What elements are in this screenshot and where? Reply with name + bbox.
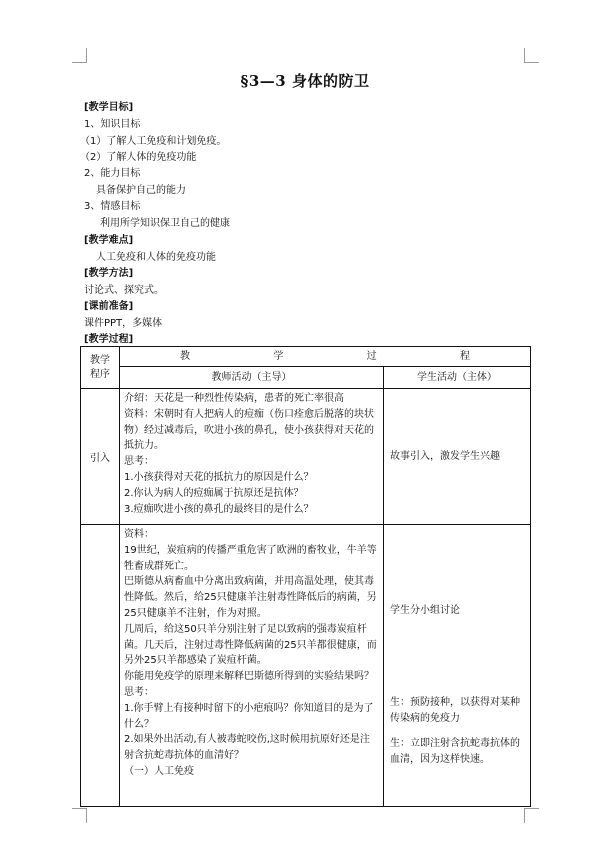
header-process	[120, 347, 531, 367]
teacher-line: 介绍：天花是一种烈性传染病，患者的死亡率很高	[124, 393, 344, 404]
header-process-char: 教	[180, 350, 190, 362]
goal-2: 2、能力目标	[84, 168, 141, 179]
teacher-line: 3.痘痂吹进小孩的鼻孔的最终目的是什么？	[124, 503, 314, 515]
goal-1: 1、知识目标	[84, 119, 141, 130]
student-activity: 生：预防接种，以获得对某种传染病的免疫力	[390, 696, 520, 724]
goal-2-item: 具备保护自己的能力	[96, 185, 186, 196]
header-process-char: 学	[273, 350, 284, 362]
goal-1-item-b: （2）了解人体的免疫功能	[80, 152, 197, 163]
teacher-line: 资料：	[124, 529, 154, 540]
header-program-label: 教学程序	[90, 354, 110, 380]
teacher-line: 19世纪，炭疽病的传播严重危害了欧洲的畜牧业，牛羊等牲畜成群死亡。	[124, 544, 377, 572]
teacher-line: 思考：	[124, 456, 154, 468]
difficulty-heading: [教学难点]	[84, 235, 134, 246]
header-program	[81, 347, 120, 389]
crop-mark-top-left	[72, 48, 87, 63]
header-teacher: 教师活动（主导）	[120, 367, 384, 389]
difficulty-text: 人工免疫和人体的免疫功能	[96, 252, 216, 263]
row-intro-student	[384, 389, 531, 525]
goal-3: 3、情感目标	[84, 201, 141, 212]
teacher-line: 几周后，给这50只羊分别注射了足以致病的强毒炭疽杆菌。几天后，注射过毒性降低病菌的25只羊都很健康，而另外25只羊都感染了炭疽杆菌。	[124, 623, 377, 667]
row-program-intro: 引入	[81, 389, 120, 525]
header-student: 学生活动（主体）	[384, 367, 531, 389]
student-activity: 学生分小组讨论	[390, 605, 460, 616]
teacher-line: 1.小孩获得对天花的抵抗力的原因是什么？	[124, 471, 314, 483]
teacher-line: 2.如果外出活动,有人被毒蛇咬伤,这时候用抗原好还是注射含抗蛇毒抗体的血清好？	[124, 734, 370, 762]
header-process-char: 过	[366, 350, 377, 362]
goal-1-item-a: （1）了解人工免疫和计划免疫。	[80, 136, 227, 147]
method-text: 讨论式、探究式。	[84, 285, 164, 296]
crop-mark-bottom-right	[524, 808, 539, 823]
teacher-line: （一）人工免疫	[124, 765, 194, 777]
crop-mark-top-right	[524, 48, 539, 63]
goal-3-item: 利用所学知识保卫自己的健康	[100, 218, 230, 229]
method-heading: [教学方法]	[84, 268, 134, 279]
teacher-line: 思考：	[124, 686, 154, 698]
prep-heading: [课前准备]	[84, 301, 134, 312]
teacher-line: 资料：宋朝时有人把病人的痘痂（伤口痊愈后脱落的块状物）经过减毒后，吹进小孩的鼻孔，使小孩获得对天花的抵抗力。	[124, 408, 374, 452]
teacher-line: 1.你手臂上有接种时留下的小疤痕吗？你知道目的是为了什么？	[124, 702, 374, 730]
process-table	[80, 346, 531, 807]
teacher-line: 巴斯德从病畜血中分离出致病菌，并用高温处理，使其毒性降低。然后，给25只健康羊注射毒性降低后的病菌，另25只健康羊不注射，作为对照。	[124, 576, 377, 619]
teacher-line: 你能用免疫学的原理来解释巴斯德所得到的实验结果吗？	[124, 671, 374, 683]
header-process-char: 程	[459, 350, 470, 362]
teacher-line: 2.你认为病人的痘痂属于抗原还是抗体？	[124, 487, 304, 499]
row-intro-teacher	[120, 389, 384, 525]
crop-mark-bottom-left	[72, 808, 87, 823]
student-activity: 故事引入，激发学生兴趣	[390, 450, 500, 462]
prep-text: 课件PPT，多媒体	[84, 318, 163, 329]
row-material-teacher	[120, 525, 384, 807]
row-material-student	[384, 525, 531, 807]
row-program-empty	[81, 525, 120, 807]
goals-heading: [教学目标]	[84, 102, 134, 113]
student-activity: 生：立即注射含抗蛇毒抗体的血清，因为这样快速。	[390, 738, 520, 766]
page-title: §3—3 身体的防卫	[240, 72, 370, 90]
process-heading: [教学过程]	[84, 334, 134, 345]
